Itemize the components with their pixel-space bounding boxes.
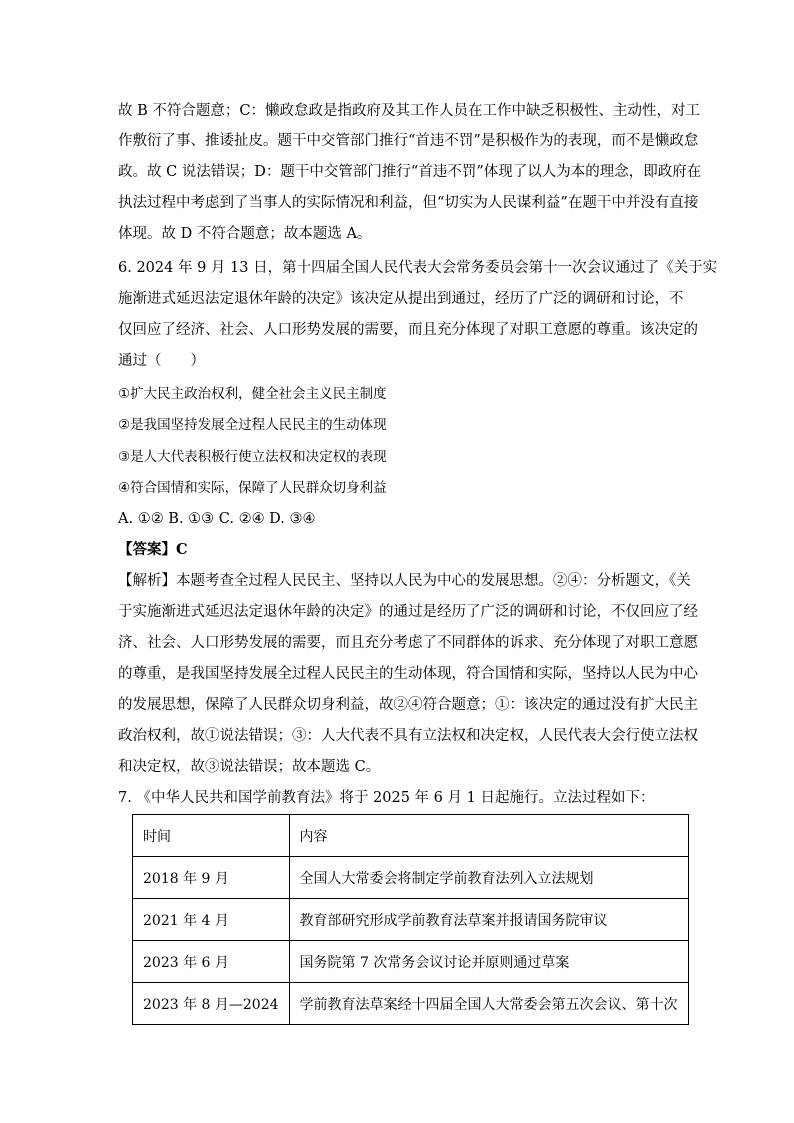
- question-6-analysis: 政治权利，故①说法错误；③：人大代表不具有立法权和决定权，人民代表大会行使立法权: [118, 728, 698, 744]
- paragraph-line: 故 B 不符合题意；C：懒政怠政是指政府及其工作人员在工作中缺乏积极性、主动性，对工: [118, 103, 700, 119]
- question-6-analysis: 济、社会、人口形势发展的需要，而且充分考虑了不同群体的诉求、充分体现了对职工意愿: [118, 635, 698, 651]
- question-6-stem: 6. 2024 年 9 月 13 日，第十四届全国人民代表大会常务委员会第十一次会议通过了《关于实: [118, 260, 718, 276]
- question-6-stem: 通过（ ）: [118, 353, 205, 369]
- question-6-answer: 【答案】C: [118, 541, 188, 558]
- paragraph-line: 作敷衍了事、推诿扯皮。题干中交管部门推行“首违不罚”是积极作为的表现，而不是懒政怠: [118, 133, 699, 149]
- question-6-stem: 仅回应了经济、社会、人口形势发展的需要，而且充分体现了对职工意愿的尊重。该决定的: [118, 322, 698, 338]
- table-cell-time: 2023 年 8 月—2024: [133, 983, 290, 1025]
- table-cell-content: 全国人大常委会将制定学前教育法列入立法规划: [289, 857, 688, 899]
- table-cell-time: 2018 年 9 月: [133, 857, 290, 899]
- table-row: [133, 941, 689, 983]
- question-6-option: ④符合国情和实际，保障了人民群众切身利益: [118, 480, 387, 496]
- table-cell-time: 2023 年 6 月: [133, 941, 290, 983]
- paragraph-line: 政。故 C 说法错误；D：题干中交管部门推行“首违不罚”体现了以人为本的理念，即政府在: [118, 164, 702, 180]
- table-row: [133, 983, 689, 1025]
- question-6-analysis: 【解析】本题考查全过程人民民主、坚持以人民为中心的发展思想。②④：分析题文，《关: [118, 573, 691, 589]
- question-7-stem: 7. 《中华人民共和国学前教育法》将于 2025 年 6 月 1 日起施行。立法过程如下：: [118, 790, 655, 806]
- table-row: [133, 857, 689, 899]
- table-header-row: [133, 815, 689, 857]
- question-6-analysis: 的发展思想，保障了人民群众切身利益，故②④符合题意；①：该决定的通过没有扩大民主: [118, 697, 698, 713]
- question-6-option: ②是我国坚持发展全过程人民民主的生动体现: [118, 417, 387, 433]
- table-cell-content: 教育部研究形成学前教育法草案并报请国务院审议: [289, 899, 688, 941]
- question-6-option: ①扩大民主政治权利，健全社会主义民主制度: [118, 386, 387, 402]
- paragraph-line: 体现。故 D 不符合题意；故本题选 A。: [118, 226, 372, 242]
- table-cell-content: 国务院第 7 次常务会议讨论并原则通过草案: [289, 941, 688, 983]
- question-6-choices: A. ①② B. ①③ C. ②④ D. ③④: [118, 511, 316, 527]
- table-header-cell: 内容: [289, 815, 688, 857]
- legislation-timeline-table: [132, 814, 689, 1025]
- question-6-analysis: 和决定权，故③说法错误；故本题选 C。: [118, 759, 381, 775]
- table-cell-time: 2021 年 4 月: [133, 899, 290, 941]
- table-cell-content: 学前教育法草案经十四届全国人大常委会第五次会议、第十次: [289, 983, 688, 1025]
- question-6-analysis: 于实施渐进式延迟法定退休年龄的决定》的通过是经历了广泛的调研和讨论，不仅回应了经: [118, 604, 698, 620]
- table-header-cell: 时间: [133, 815, 290, 857]
- table-row: [133, 899, 689, 941]
- paragraph-line: 执法过程中考虑到了当事人的实际情况和利益，但“切实为人民谋利益”在题干中并没有直接: [118, 195, 699, 211]
- question-6-analysis: 的尊重，是我国坚持发展全过程人民民主的生动体现，符合国情和实际，坚持以人民为中心: [118, 666, 698, 682]
- question-6-option: ③是人大代表积极行使立法权和决定权的表现: [118, 449, 387, 465]
- question-6-stem: 施渐进式延迟法定退休年龄的决定》该决定从提出到通过，经历了广泛的调研和讨论，不: [118, 291, 684, 307]
